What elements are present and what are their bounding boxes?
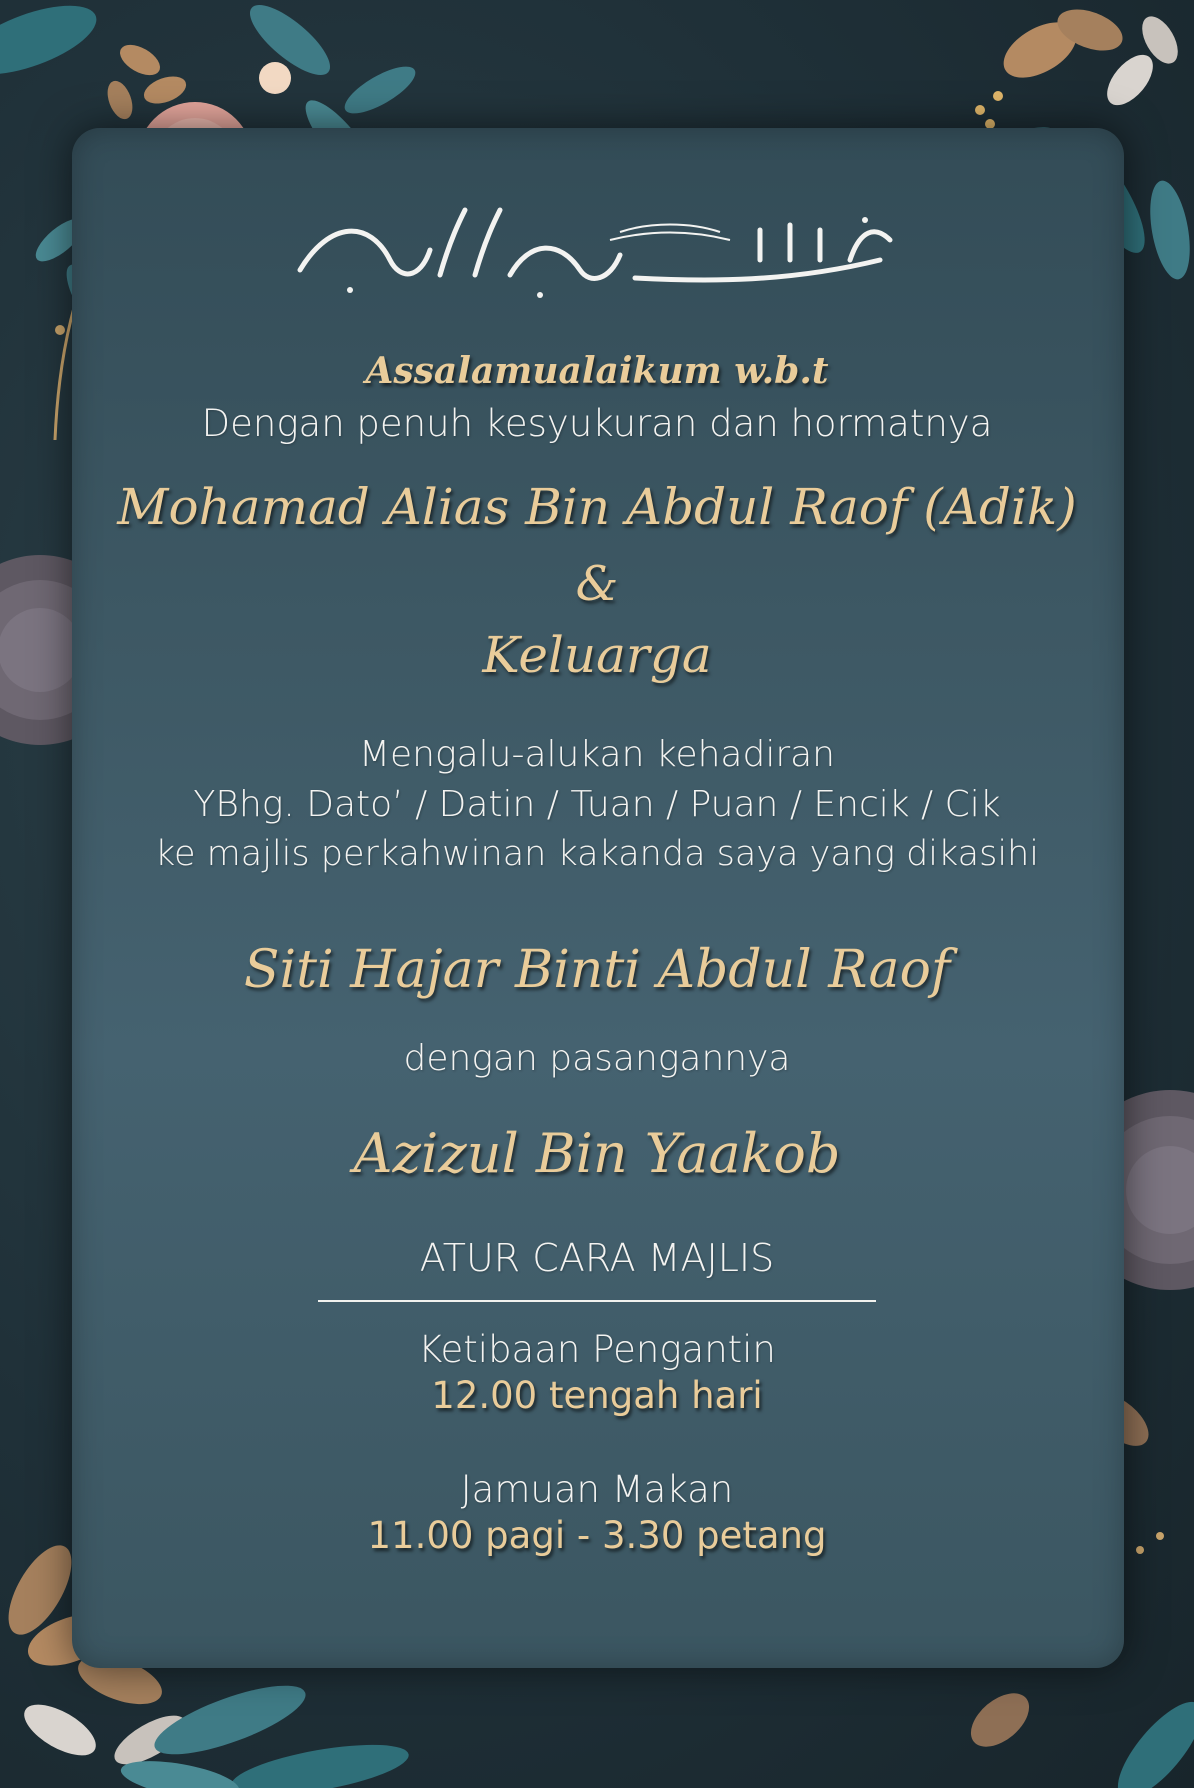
schedule-title: ATUR CARA MAJLIS	[419, 1236, 775, 1280]
partner-line: dengan pasangannya	[403, 1038, 791, 1079]
schedule-time-arrival: 12.00 tengah hari	[431, 1374, 763, 1417]
host-family: Keluarga	[482, 626, 712, 684]
bride-name: Siti Hajar Binti Abdul Raof	[243, 940, 951, 1000]
groom-name: Azizul Bin Yaakob	[353, 1122, 841, 1185]
ampersand: &	[575, 556, 619, 612]
schedule-divider	[318, 1300, 876, 1302]
host-name: Mohamad Alias Bin Abdul Raof (Adik)	[117, 478, 1077, 536]
welcome-line-3: ke majlis perkahwinan kakanda saya yang dikasihi	[155, 834, 1039, 874]
schedule-time-meal: 11.00 pagi - 3.30 petang	[367, 1514, 827, 1557]
bismillah-calligraphy	[290, 200, 900, 310]
welcome-line-2: YBhg. Dato’ / Datin / Tuan / Puan / Encik / Cik	[193, 784, 1001, 825]
opening-line: Dengan penuh kesyukuran dan hormatnya	[201, 402, 993, 445]
welcome-line-1: Mengalu-alukan kehadiran	[358, 734, 836, 775]
schedule-event-meal: Jamuan Makan	[460, 1468, 734, 1511]
salam-greeting: Assalamualaikum w.b.t	[365, 350, 829, 392]
schedule-event-arrival: Ketibaan Pengantin	[418, 1328, 776, 1371]
